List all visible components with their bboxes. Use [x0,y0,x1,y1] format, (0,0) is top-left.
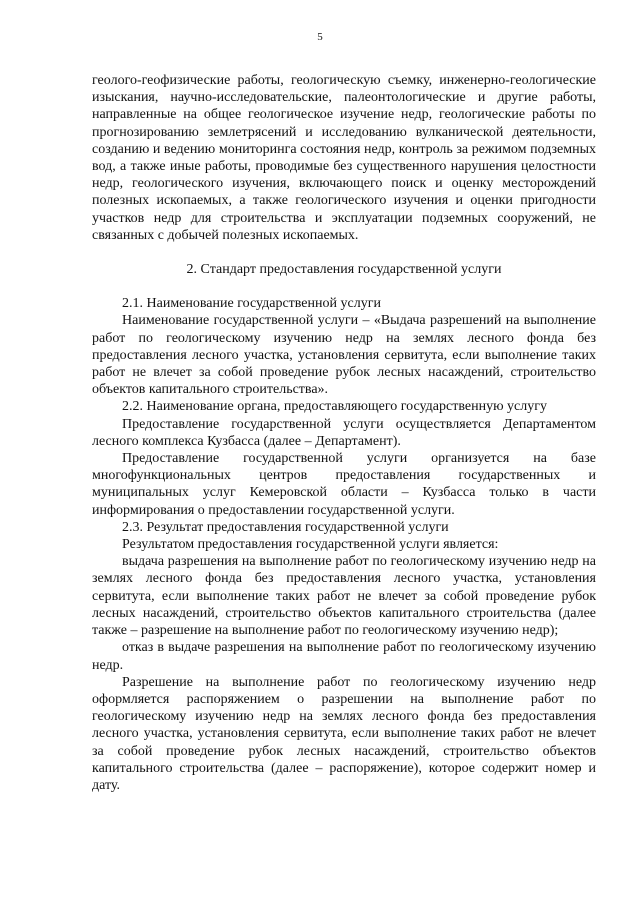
page-number: 5 [317,31,323,43]
subsection-heading-2-1: 2.1. Наименование государственной услуги [122,296,381,312]
paragraph-result-refusal: отказ в выдаче разрешения на выполнение работ по геологическому изучению недр. [92,640,596,673]
subsection-heading-2-3: 2.3. Результат предоставления государственной услуги [122,519,449,535]
subsection-heading-2-2: 2.2. Наименование органа, предоставляющего государственную услугу [122,399,547,415]
paragraph-department: Предоставление государственной услуги осуществляется Департаментом лесного комплекса Кузбасса (далее – Департамент). [92,416,596,449]
paragraph-result-issue: выдача разрешения на выполнение работ по геологическому изучению недр на землях лесного фонда без предоставления лесного участка, установления сервитута, если выполнение таких работ не влечет за собой проведение рубок лесных насаждений, строительство объектов капитального строительства (далее также – разрешение на выполнение работ по геологическому изучению недр); [92,554,596,639]
paragraph-mfc: Предоставление государственной услуги организуется на базе многофункциональных центров предоставления государственных и муниципальных услуг Кемеровской области – Кузбасса только в части информирования о предоставлении государственной услуги. [92,451,596,518]
paragraph-order: Разрешение на выполнение работ по геологическому изучению недр оформляется распоряжением о разрешении на выполнение работ по геологическому изучению недр на землях лесного фонда без предоставления лесного участка, установления сервитута, если выполнение таких работ не влечет за собой проведение рубок лесных насаждений, строительство объектов капитального строительства (далее – распоряжение), которое содержит номер и дату. [92,674,596,793]
intro-paragraph: геолого-геофизические работы, геологическую съемку, инженерно-геологические изыскания, научно-исследовательские, палеонтологические и другие работы, направленные на общее геологическое изучение недр, геологические работы по прогнозированию землетрясений и исследованию вулканической деятельности, созданию и ведению мониторинга состояния недр, контроль за режимом подземных вод, а также иные работы, проводимые без существенного нарушения целостности недр, геологического изучения, включающего поиск и оценку месторождений полезных ископаемых, а также геологического изучения и оценки пригодности участков недр для строительства и эксплуатации подземных сооружений, не связанных с добычей полезных ископаемых. [92,73,596,243]
document-body [92,72,596,794]
section-heading: 2. Стандарт предоставления государственной услуги [186,262,502,278]
paragraph-service-name: Наименование государственной услуги – «Выдача разрешений на выполнение работ по геологическому изучению недр на землях лесного фонда без предоставления лесного участка, установления сервитута, если выполнение таких работ не влечет за собой проведение рубок лесных насаждений, строительство объектов капитального строительства». [92,313,596,398]
paragraph-result-intro: Результатом предоставления государственной услуги является: [122,537,499,553]
